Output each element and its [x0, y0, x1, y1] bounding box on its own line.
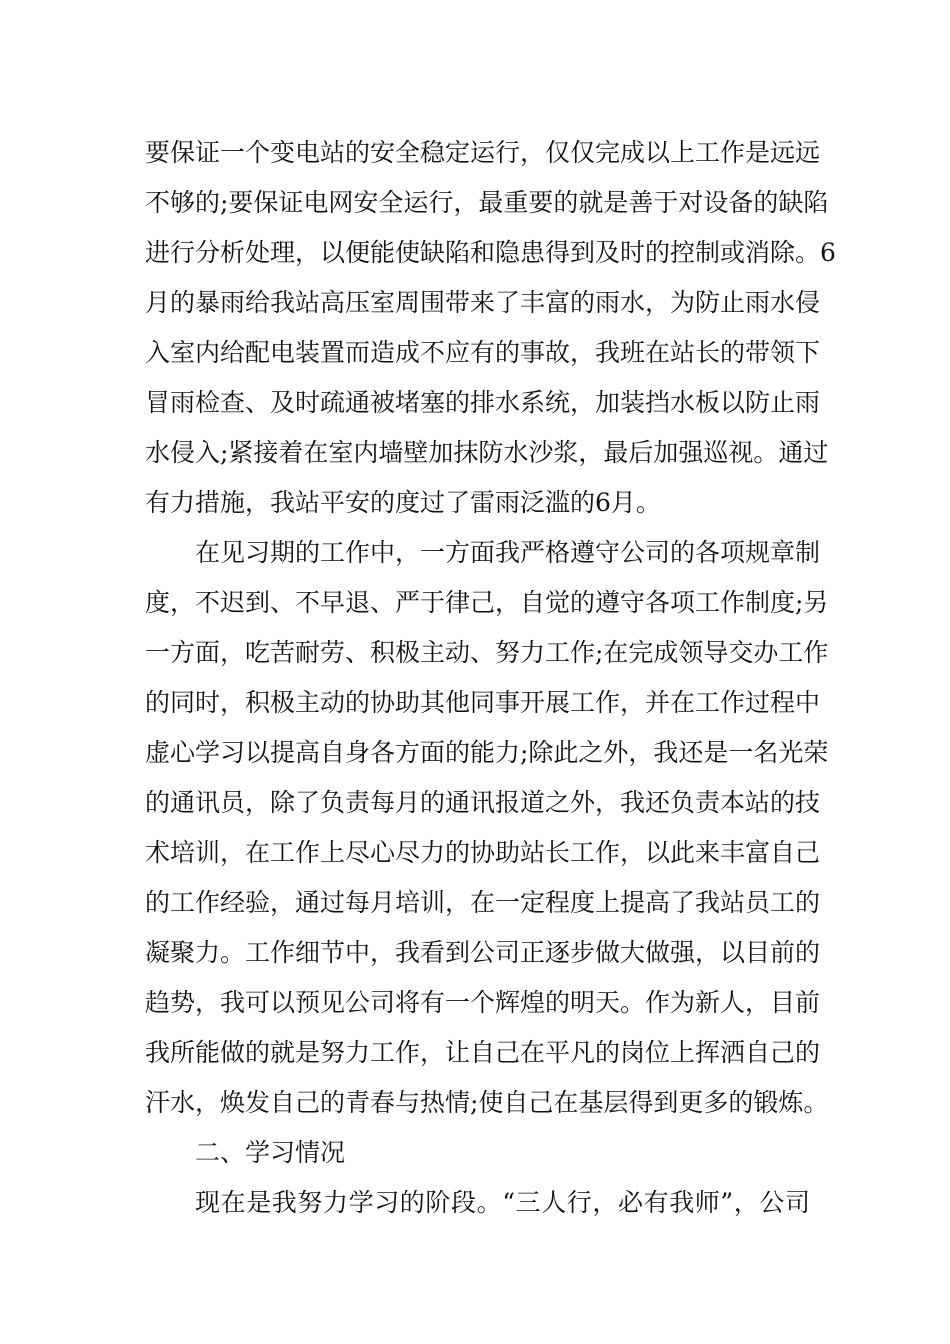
text-line: 度，不迟到、不早退、严于律己，自觉的遵守各项工作制度;另 — [145, 588, 829, 617]
paragraph-first-line: 在见习期的工作中，一方面我严格遵守公司的各项规章制 — [195, 538, 821, 567]
paragraph-first-line: 现在是我努力学习的阶段。“三人行，必有我师”，公司 — [195, 1188, 810, 1217]
text-line: 月的暴雨给我站高压室周围带来了丰富的雨水，为防止雨水侵 — [145, 288, 821, 317]
text-line: 的通讯员，除了负责每月的通讯报道之外，我还负责本站的技 — [145, 788, 821, 817]
text-line: 我所能做的就是努力工作，让自己在平凡的岗位上挥洒自己的 — [145, 1038, 821, 1067]
text-line: 凝聚力。工作细节中，我看到公司正逐步做大做强，以目前的 — [145, 938, 821, 967]
text-line: 冒雨检查、及时疏通被堵塞的排水系统，加装挡水板以防止雨 — [145, 388, 821, 417]
text-line: 的工作经验，通过每月培训，在一定程度上提高了我站员工的 — [145, 888, 821, 917]
text-line: 不够的;要保证电网安全运行，最重要的就是善于对设备的缺陷 — [145, 188, 829, 217]
text-line: 要保证一个变电站的安全稳定运行，仅仅完成以上工作是远远 — [145, 138, 821, 167]
text-line: 的同时，积极主动的协助其他同事开展工作，并在工作过程中 — [145, 688, 821, 717]
text-line: 水侵入;紧接着在室内墙壁加抹防水沙浆，最后加强巡视。通过 — [145, 438, 829, 467]
text-line: 有力措施，我站平安的度过了雷雨泛滥的6月。 — [145, 488, 661, 517]
text-line: 入室内给配电装置而造成不应有的事故，我班在站长的带领下 — [145, 338, 821, 367]
text-line: 趋势，我可以预见公司将有一个辉煌的明天。作为新人，目前 — [145, 988, 821, 1017]
text-line: 进行分析处理，以便能使缺陷和隐患得到及时的控制或消除。6 — [145, 238, 836, 267]
text-line: 汗水，焕发自己的青春与热情;使自己在基层得到更多的锻炼。 — [145, 1088, 829, 1117]
text-line: 术培训，在工作上尽心尽力的协助站长工作，以此来丰富自己 — [145, 838, 821, 867]
text-line: 一方面，吃苦耐劳、积极主动、努力工作;在完成领导交办工作 — [145, 638, 829, 667]
text-line: 虚心学习以提高自身各方面的能力;除此之外，我还是一名光荣 — [145, 738, 829, 767]
section-heading: 二、学习情况 — [195, 1138, 346, 1167]
